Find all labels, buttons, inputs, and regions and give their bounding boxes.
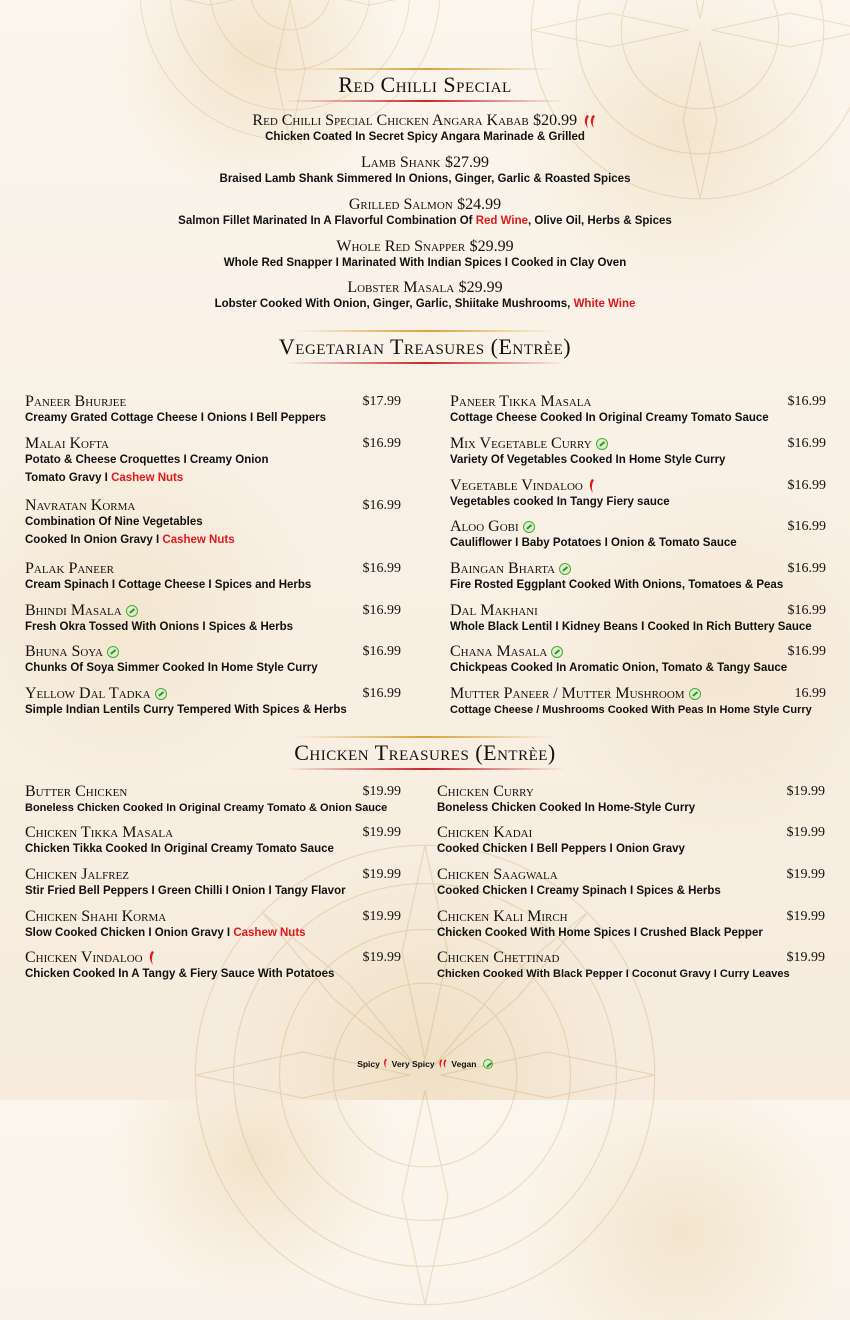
item-name: Chicken Jalfrez (25, 866, 130, 883)
item-description: Whole Black Lentil I Kidney Beans I Cooked In Rich Buttery Sauce (450, 621, 812, 633)
desc-text: Cooked In Onion Gravy I (25, 534, 163, 546)
vegan-leaf-icon (126, 605, 138, 617)
menu-item-navratan-korma (25, 496, 401, 548)
chili-icon (382, 1058, 389, 1069)
red-wine-note: Red Wine (475, 215, 528, 227)
legend-vegan-label: Vegan (451, 1058, 477, 1069)
menu-item-malai-kofta (25, 434, 401, 486)
item-price: $27.99 (444, 154, 489, 171)
special-item-lobster-masala (0, 278, 850, 312)
menu-item-bhindi-masala (25, 601, 401, 635)
item-name: Paneer Bhurjee (25, 393, 127, 410)
item-price: $19.99 (362, 824, 401, 840)
item-description: Cream Spinach I Cottage Cheese I Spices and Herbs (25, 579, 312, 591)
item-description (0, 214, 850, 229)
desc-text: Salmon Fillet Marinated In A Flavorful Combination Of (178, 215, 476, 227)
vegan-leaf-icon (155, 688, 167, 700)
item-description: Chicken Coated In Secret Spicy Angara Marinade & Grilled (265, 131, 585, 143)
item-price: $29.99 (458, 279, 503, 296)
item-description: Stir Fried Bell Peppers I Green Chilli I Onion I Tangy Flavor (25, 885, 346, 897)
item-name: Vegetable Vindaloo (450, 477, 583, 494)
white-wine-note: White Wine (573, 298, 636, 310)
item-name: Red Chilli Special Chicken Angara Kabab (252, 112, 529, 129)
menu-item-chicken-jalfrez (25, 865, 401, 899)
red-divider (285, 100, 565, 102)
menu-item-paneer-tikka-masala (450, 392, 826, 426)
chili-icon (587, 478, 597, 494)
item-name: Lobster Masala (347, 279, 455, 296)
item-name: Whole Red Snapper (336, 238, 466, 255)
item-name: Yellow Dal Tadka (25, 685, 151, 702)
item-description: Cauliflower I Baby Potatoes I Onion & Tomato Sauce (450, 537, 737, 549)
item-price: $16.99 (362, 560, 401, 576)
menu-item-vegetable-vindaloo (450, 476, 826, 510)
item-name: Malai Kofta (25, 435, 109, 452)
item-description-line-2 (25, 533, 401, 548)
item-description: Chicken Cooked With Black Pepper I Coconut Gravy I Curry Leaves (437, 968, 790, 980)
item-description: Cooked Chicken I Bell Peppers I Onion Gravy (437, 843, 685, 855)
item-price: $16.99 (362, 497, 401, 513)
vegan-leaf-icon (523, 521, 535, 533)
menu-item-baingan-bharta (450, 559, 826, 593)
item-description: Cooked Chicken I Creamy Spinach I Spices & Herbs (437, 885, 721, 897)
item-description: Chicken Cooked In A Tangy & Fiery Sauce With Potatoes (25, 968, 335, 980)
section-title-chicken: Chicken Treasures (Entrèe) (294, 740, 556, 765)
menu-item-butter-chicken (25, 782, 401, 816)
item-name: Paneer Tikka Masala (450, 393, 592, 410)
item-name: Navratan Korma (25, 497, 136, 514)
menu-item-chicken-kadai (437, 823, 825, 857)
item-description: Fresh Okra Tossed With Onions I Spices & Herbs (25, 621, 294, 633)
item-description-line-2 (25, 471, 401, 486)
item-price: $19.99 (362, 949, 401, 965)
mandala-decoration-bottom (180, 830, 670, 1320)
item-price: $19.99 (786, 908, 825, 924)
item-description: Combination Of Nine Vegetables (25, 516, 203, 528)
item-price: $16.99 (362, 435, 401, 451)
item-price: $19.99 (362, 783, 401, 799)
menu-item-chana-masala (450, 642, 826, 676)
item-price: $19.99 (786, 949, 825, 965)
vegan-leaf-icon (107, 646, 119, 658)
item-name: Chicken Curry (437, 783, 534, 800)
vegan-leaf-icon (483, 1059, 493, 1069)
item-description: Boneless Chicken Cooked In Home-Style Curry (437, 802, 696, 814)
menu-item-chicken-chettinad (437, 948, 825, 982)
menu-item-chicken-shahi-korma (25, 907, 401, 941)
menu-item-paneer-bhurjee (25, 392, 401, 426)
item-price: $16.99 (787, 393, 826, 409)
section-title-special: Red Chilli Special (338, 72, 512, 97)
desc-text: Lobster Cooked With Onion, Ginger, Garlic, Shiitake Mushrooms, (214, 298, 574, 310)
item-price: $16.99 (787, 435, 826, 451)
item-name: Palak Paneer (25, 560, 115, 577)
item-name: Aloo Gobi (450, 518, 519, 535)
legend (0, 1058, 850, 1069)
item-price: $16.99 (362, 685, 401, 701)
item-description: Cottage Cheese / Mushrooms Cooked With Peas In Home Style Curry (450, 704, 812, 716)
item-description: Vegetables cooked In Tangy Fiery sauce (450, 496, 670, 508)
item-description: Fire Rosted Eggplant Cooked With Onions, Tomatoes & Peas (450, 579, 784, 591)
item-name: Dal Makhani (450, 602, 538, 619)
cashew-nuts-note: Cashew Nuts (233, 927, 306, 939)
cashew-nuts-note: Cashew Nuts (111, 472, 184, 484)
item-name: Mutter Paneer / Mutter Mushroom (450, 685, 685, 702)
item-name: Bhuna Soya (25, 643, 103, 660)
item-description: Cottage Cheese Cooked In Original Creamy Tomato Sauce (450, 412, 769, 424)
item-name: Chana Masala (450, 643, 548, 660)
item-description: Whole Red Snapper I Marinated With Indian Spices I Cooked in Clay Oven (223, 257, 627, 269)
item-name: Chicken Shahi Korma (25, 908, 167, 925)
item-price: $29.99 (469, 238, 514, 255)
menu-item-chicken-vindaloo (25, 948, 401, 982)
item-description (25, 926, 401, 941)
legend-spicy-label: Spicy (357, 1058, 380, 1069)
desc-text: Slow Cooked Chicken I Onion Gravy I (25, 927, 234, 939)
item-price: $24.99 (457, 196, 502, 213)
item-price: $19.99 (362, 908, 401, 924)
item-name: Butter Chicken (25, 783, 128, 800)
item-name: Chicken Saagwala (437, 866, 558, 883)
item-price: $19.99 (786, 824, 825, 840)
section-title-vegetarian: Vegetarian Treasures (Entrèe) (278, 334, 572, 359)
item-name: Lamb Shank (361, 154, 441, 171)
desc-text: , Olive Oil, Herbs & Spices (528, 215, 672, 227)
red-divider (285, 768, 565, 770)
menu-item-bhuna-soya (25, 642, 401, 676)
item-price: $19.99 (786, 866, 825, 882)
chili-icon (147, 950, 157, 966)
vegan-leaf-icon (559, 563, 571, 575)
menu-item-chicken-tikka-masala (25, 823, 401, 857)
vegan-leaf-icon (596, 438, 608, 450)
item-description: Braised Lamb Shank Simmered In Onions, Ginger, Garlic & Roasted Spices (219, 173, 631, 185)
special-item-angara-kabab (0, 111, 850, 145)
section-header-vegetarian (0, 330, 850, 364)
vegan-leaf-icon (551, 646, 563, 658)
item-price: $16.99 (787, 643, 826, 659)
menu-item-palak-paneer (25, 559, 401, 593)
section-header-special (0, 68, 850, 102)
item-price: $16.99 (787, 560, 826, 576)
item-description: Variety Of Vegetables Cooked In Home Style Curry (450, 454, 726, 466)
item-price: $16.99 (787, 477, 826, 493)
menu-item-chicken-kali-mirch (437, 907, 825, 941)
item-name: Chicken Kadai (437, 824, 533, 841)
item-description: Chunks Of Soya Simmer Cooked In Home Style Curry (25, 662, 318, 674)
item-name: Chicken Vindaloo (25, 949, 143, 966)
item-name: Chicken Kali Mirch (437, 908, 568, 925)
menu-item-chicken-saagwala (437, 865, 825, 899)
menu-item-aloo-gobi (450, 517, 826, 551)
item-description: Creamy Grated Cottage Cheese I Onions I Bell Peppers (25, 412, 327, 424)
item-price: $16.99 (362, 602, 401, 618)
double-chili-icon (437, 1058, 449, 1069)
special-item-lamb-shank (0, 153, 850, 187)
item-name: Bhindi Masala (25, 602, 122, 619)
menu-item-mix-vegetable-curry (450, 434, 826, 468)
gold-divider (295, 736, 555, 738)
item-price: $16.99 (362, 643, 401, 659)
item-price: $17.99 (362, 393, 401, 409)
item-price: 16.99 (794, 685, 826, 701)
section-header-chicken (0, 736, 850, 770)
item-price: $16.99 (787, 518, 826, 534)
red-divider (285, 362, 565, 364)
desc-text: Tomato Gravy I (25, 472, 112, 484)
gold-divider (295, 330, 555, 332)
item-description: Boneless Chicken Cooked In Original Creamy Tomato & Onion Sauce (25, 802, 388, 814)
menu-item-chicken-curry (437, 782, 825, 816)
item-name: Grilled Salmon (348, 196, 453, 213)
menu-item-mutter-paneer (450, 684, 826, 718)
menu-item-dal-makhani (450, 601, 826, 635)
item-price: $19.99 (786, 783, 825, 799)
item-description (0, 297, 850, 312)
item-price: $19.99 (362, 866, 401, 882)
special-item-grilled-salmon (0, 195, 850, 229)
item-name: Baingan Bharta (450, 560, 556, 577)
double-chili-icon (582, 113, 598, 129)
special-item-red-snapper (0, 237, 850, 271)
cashew-nuts-note: Cashew Nuts (162, 534, 235, 546)
item-name: Mix Vegetable Curry (450, 435, 592, 452)
gold-divider (295, 68, 555, 70)
vegan-leaf-icon (689, 688, 701, 700)
item-description: Simple Indian Lentils Curry Tempered With Spices & Herbs (25, 704, 347, 716)
item-description: Chicken Cooked With Home Spices I Crushed Black Pepper (437, 927, 763, 939)
menu-item-yellow-dal-tadka (25, 684, 401, 718)
item-name: Chicken Chettinad (437, 949, 560, 966)
item-name: Chicken Tikka Masala (25, 824, 174, 841)
item-description: Potato & Cheese Croquettes I Creamy Onion (25, 454, 269, 466)
item-description: Chicken Tikka Cooked In Original Creamy Tomato Sauce (25, 843, 334, 855)
item-price: $16.99 (787, 602, 826, 618)
item-price: $20.99 (533, 112, 578, 129)
legend-very-spicy-label: Very Spicy (391, 1058, 435, 1069)
item-description: Chickpeas Cooked In Aromatic Onion, Tomato & Tangy Sauce (450, 662, 788, 674)
